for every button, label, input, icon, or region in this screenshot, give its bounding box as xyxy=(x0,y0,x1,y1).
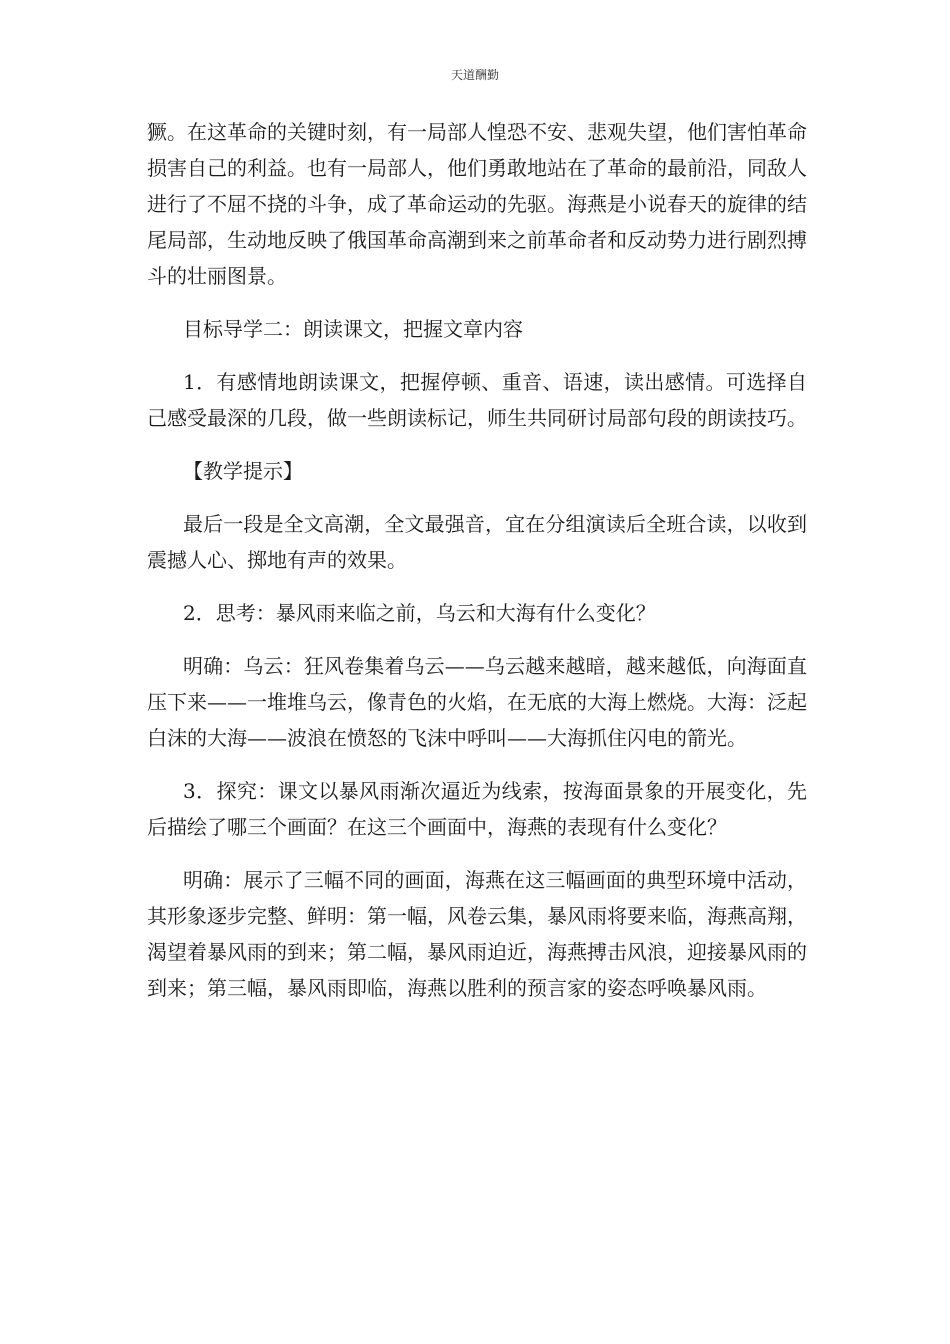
item-3-answer: 明确：展示了三幅不同的画面，海燕在这三幅画面的典型环境中活动，其形象逐步完整、鲜明：第一幅，风卷云集，暴风雨将要来临，海燕高翔，渴望着暴风雨的到来；第二幅，暴风雨迫近，海燕搏击风浪，迎接暴风雨的到来；第三幅，暴风雨即临，海燕以胜利的预言家的姿态呼唤暴风雨。 xyxy=(147,868,807,1000)
item-3-question: 3．探究：课文以暴风雨渐次逼近为线索，按海面景象的开展变化，先后描绘了哪三个画面？在这三个画面中，海燕的表现有什么变化？ xyxy=(147,779,807,839)
page-header: 天道酬勤 xyxy=(450,68,499,82)
item-2-question: 2．思考：暴风雨来临之前，乌云和大海有什么变化？ xyxy=(183,601,656,625)
section-heading-goal-two: 目标导学二：朗读课文，把握文章内容 xyxy=(183,317,523,341)
item-1-reading: 1．有感情地朗读课文，把握停顿、重音、语速，读出感情。可选择自己感受最深的几段，做一些朗读标记，师生共同研讨局部句段的朗读技巧。 xyxy=(147,370,807,430)
paragraph-continuation: 獗。在这革命的关键时刻，有一局部人惶恐不安、悲观失望，他们害怕革命损害自己的利益。也有一局部人，他们勇敢地站在了革命的最前沿，同敌人进行了不屈不挠的斗争，成了革命运动的先驱。海燕是小说春天的旋律的结尾局部，生动地反映了俄国革命高潮到来之前革命者和反动势力进行剧烈搏斗的壮丽图景。 xyxy=(147,120,807,288)
teaching-tip-heading: 【教学提示】 xyxy=(183,459,303,483)
body-text xyxy=(147,114,807,1023)
item-2-answer: 明确：乌云：狂风卷集着乌云——乌云越来越暗，越来越低，向海面直压下来——一堆堆乌云，像青色的火焰，在无底的大海上燃烧。大海：泛起白沫的大海——波浪在愤怒的飞沫中呼叫——大海抓住闪电的箭光。 xyxy=(147,654,807,750)
teaching-tip-text: 最后一段是全文高潮，全文最强音，宜在分组演读后全班合读，以收到震撼人心、掷地有声的效果。 xyxy=(147,512,807,572)
